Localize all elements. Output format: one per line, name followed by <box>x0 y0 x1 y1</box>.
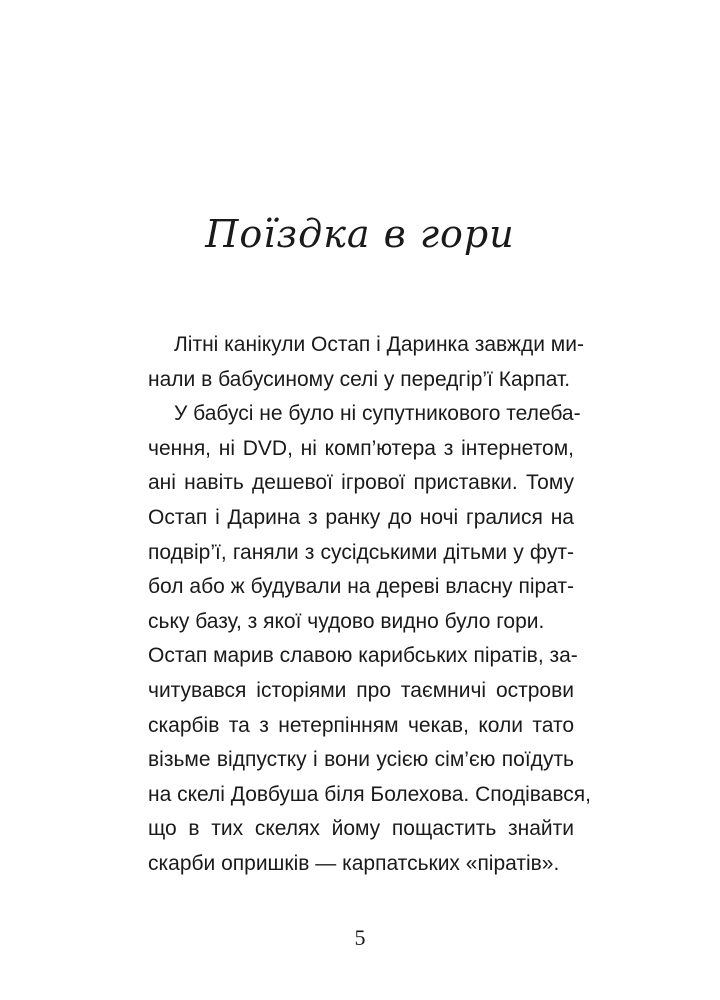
text-line: Остап і Дарина з ранку до ночі гралися на <box>148 505 574 529</box>
text-line: скарбів та з нетерпінням чекав, коли тато <box>148 713 574 737</box>
text-line: що в тих скелях йому пощастить знайти <box>148 817 574 841</box>
text-line: Літні канікули Остап і Даринка завжди ми- <box>174 333 584 356</box>
chapter-title: Поїздка в гори <box>205 212 515 256</box>
text-line: У бабусі не було ні супутникового телеба- <box>174 402 581 426</box>
text-line: нали в бабусиному селі у передгір’ї Карпат. <box>148 367 571 391</box>
text-line: читувався історіями про таємничі острови <box>148 678 574 702</box>
text-line: подвір’ї, ганяли з сусідськими дітьми у фут- <box>148 540 574 564</box>
page-number: 5 <box>354 925 366 950</box>
text-line: Остап марив славою карибських піратів, за- <box>148 644 578 668</box>
body-text <box>148 328 591 882</box>
text-line: бол або ж будували на дереві власну пірат- <box>148 575 574 599</box>
text-line: ані навіть дешевої ігрової приставки. Тому <box>148 471 574 495</box>
text-line: чення, ні DVD, ні комп’ютера з інтернетом, <box>148 436 574 460</box>
text-line: на скелі Довбуша біля Болехова. Сподівався, <box>148 782 591 806</box>
text-line: візьме відпустку і вони усією сім’єю поїдуть <box>148 748 574 772</box>
text-line: ську базу, з якої чудово видно було гори. <box>148 609 545 633</box>
text-line: скарби опришків — карпатських «піратів». <box>148 851 560 875</box>
